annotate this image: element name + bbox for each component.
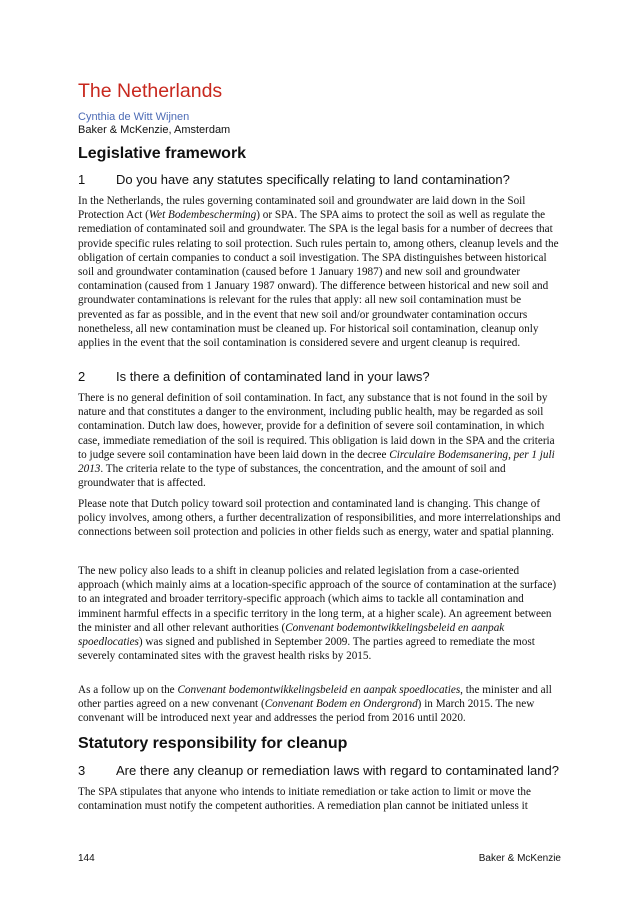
paragraph-text: ) or SPA. The SPA aims to protect the soil as well as regulate the remediation of contaminated soil and groundwater. The SPA is the legal basis for a number of decrees that provide specific rules relating to soil protection. Such rules pertain to, among others, cleanup levels and the obligation of certain companies to conduct a soil investigation. The SPA distinguishes between historical soil and groundwater contamination (caused before 1 January 1987) and new soil and groundwater contamination (caused from 1 January 1987 onward). The difference between historical and new soil and groundwater contaminations is relevant for the rules that apply: all new soil contamination must be prevented as far as possible, and in the event that new soil and/or groundwater contamination occurs nonetheless, all new contamination must be cleaned up. For historical soil contamination, cleanup only applies in the event that the soil contamination is considered severe and urgent cleanup is required. [78,209,559,350]
paragraph-1 [78,194,562,350]
paragraph-6: The SPA stipulates that anyone who intends to initiate remediation or take action to limit or move the contamination must notify the competent authorities. A remediation plan cannot be initiated unless it [78,786,531,813]
question-text: Do you have any statutes specifically relating to land contamination? [116,172,510,187]
paragraph-2 [78,391,562,490]
question-3 [78,763,568,778]
question-2 [78,369,568,384]
decree-name-italic: Circulaire Bodemsanering, per 1 juli 2013 [78,448,555,476]
paragraph-5 [78,683,562,726]
author-name: Cynthia de Witt Wijnen [78,111,190,123]
paragraph-text: , the minister and all other parties agreed on a new convenant ( [78,684,552,711]
paragraph-text: . The criteria relate to the type of substances, the concentration, and the amount of soil and groundwater that is affected. [78,463,506,490]
question-1 [78,172,568,187]
page-title: The Netherlands [78,80,223,102]
question-text: Are there any cleanup or remediation laws with regard to contaminated land? [116,763,559,778]
author-firm: Baker & McKenzie, Amsterdam [78,124,231,136]
paragraph-text: The new policy also leads to a shift in cleanup policies and related legislation from a case-oriented approach (which mainly aims at a location-specific approach of the source of contamination at the surface) to an integrated and broader territory-specific approach (which aims to tackle all contamination and imminent harmful effects in a specific territory in the long term, at a higher scale). An agreement between the minister and all other relevant authorities ( [78,565,557,634]
act-name-italic: Wet Bodembescherming [148,209,257,222]
paragraph-text: As a follow up on the [78,684,178,696]
paragraph-4 [78,564,562,663]
question-number: 2 [78,369,86,384]
convenant-name-italic: Convenant bodemontwikkelingsbeleid en aanpak spoedlocaties [177,684,461,696]
paragraph-text: ) in March 2015. The new convenant will be introduced next year and addresses the period from 2016 until 2020. [78,698,535,725]
section-heading-legislative: Legislative framework [78,145,247,162]
paragraph-text: In the Netherlands, the rules governing contaminated soil and groundwater are laid down in the Soil Protection Act ( [78,195,526,222]
paragraph-text: There is no general definition of soil contamination. In fact, any substance that is not found in the soil by nature and that constitutes a danger to the environment, including public health, may be regarded as soil contamination. Dutch law does, however, provide for a definition of severe soil contamination, in which case, immediate remediation of the soil is required. This obligation is laid down in the SPA and the criteria to judge severe soil contamination have been laid down in the decree [78,392,555,461]
paragraph-text: ) was signed and published in September 2009. The parties agreed to remediate the most severely contaminated sites with the gravest health risks by 2015. [78,636,535,663]
convenant-name-italic: Convenant bodemontwikkelingsbeleid en aanpak spoedlocaties [78,621,505,649]
section-heading-statutory: Statutory responsibility for cleanup [78,735,348,752]
question-number: 1 [78,172,86,187]
page-number: 144 [78,853,95,864]
new-convenant-name-italic: Convenant Bodem en Ondergrond [264,698,418,711]
question-text: Is there a definition of contaminated land in your laws? [116,369,430,384]
question-number: 3 [78,763,86,778]
footer-publisher: Baker & McKenzie [478,853,561,864]
paragraph-3: Please note that Dutch policy toward soil protection and contaminated land is changing. This change of policy involves, among others, a further decentralization of responsibilities, and more interrelationships and connections between soil protection and policies in other fields such as energy, water and spatial planning. [78,498,561,539]
